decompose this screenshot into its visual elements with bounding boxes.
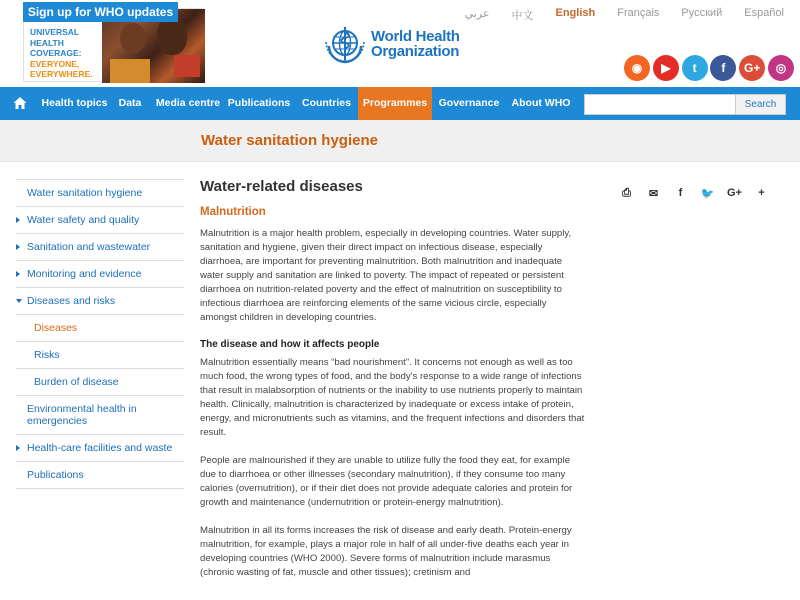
sidebar-item-label: Environmental health in emergencies bbox=[27, 403, 137, 427]
search-button[interactable]: Search bbox=[735, 94, 786, 115]
sidebar-item[interactable] bbox=[16, 462, 184, 489]
language-link[interactable]: Français bbox=[617, 7, 660, 19]
language-link[interactable]: عربي bbox=[464, 8, 490, 20]
nav-countries[interactable]: Countries bbox=[301, 97, 351, 109]
section-title[interactable]: Water sanitation hygiene bbox=[201, 132, 378, 149]
article-subtitle: Malnutrition bbox=[200, 206, 266, 218]
article-paragraph: People are malnourished if they are unable to utilize fully the food they eat, for example due to diarrhoea or other illnesses (secondary malnutrition), if they consume too many calories (overnutrition), or if their diet does not provide adequate calories and protein for growth and maintenance (undernutrition or protein-energy malnutrition). bbox=[200, 455, 573, 508]
nav-data[interactable]: Data bbox=[118, 97, 142, 109]
sidebar-item[interactable] bbox=[16, 234, 184, 261]
sidebar-item[interactable] bbox=[16, 435, 184, 462]
facebook-icon[interactable]: f bbox=[678, 187, 683, 199]
nav-publications[interactable]: Publications bbox=[227, 97, 291, 109]
facebook-icon[interactable]: f bbox=[710, 55, 736, 81]
article-paragraph: Malnutrition in all its forms increases the risk of disease and early death. Protein-energy malnutrition, for example, plays a major role in half of all under-five deaths each year in developing countries (WHO 2000). Severe forms of malnutrition include marasmus (chronic wasting of fat, muscle and other tissues); cretinism and bbox=[200, 525, 572, 578]
banner-line: HEALTH bbox=[30, 37, 64, 48]
twitter-icon[interactable]: 🐦 bbox=[700, 188, 715, 200]
nav-programmes[interactable]: Programmes bbox=[358, 87, 432, 120]
sidebar-item[interactable] bbox=[16, 396, 184, 435]
page-title: Water-related diseases bbox=[200, 178, 363, 195]
twitter-icon[interactable]: t bbox=[682, 55, 708, 81]
more-icon[interactable]: + bbox=[758, 187, 765, 199]
banner-line: EVERYWHERE. bbox=[30, 69, 93, 79]
nav-about-who[interactable]: About WHO bbox=[511, 97, 571, 109]
article-paragraph: Malnutrition is a major health problem, especially in developing countries. Water supply, sanitation and hygiene, given their direct impact on infectious disease, especially diarrhoea, are important for preventing malnutrition. Both malnutrition and inadequate water supply and sanitation are linked to poverty. The impact of repeated or persistent diarrhoea on nutrition-related poverty and the effect of malnutrition on susceptibility to infectious diarrhoea are reinforcing elements of the same vicious circle, especially amongst children in developing countries. bbox=[200, 228, 572, 323]
nav-health-topics[interactable]: Health topics bbox=[41, 97, 108, 109]
sidebar-item-label: Health-care facilities and waste bbox=[27, 442, 173, 454]
sidebar-nav bbox=[16, 179, 184, 489]
caret-right-icon bbox=[16, 244, 20, 250]
sidebar-item[interactable] bbox=[16, 207, 184, 234]
sidebar-item-label: Monitoring and evidence bbox=[27, 268, 142, 280]
email-icon[interactable]: ✉ bbox=[648, 188, 659, 200]
logo-text bbox=[371, 29, 460, 59]
home-icon[interactable] bbox=[12, 95, 28, 111]
sidebar-item[interactable] bbox=[16, 179, 184, 207]
sidebar-item[interactable] bbox=[16, 315, 184, 342]
google-plus-icon[interactable]: G+ bbox=[739, 55, 765, 81]
sidebar-item-label: Water sanitation hygiene bbox=[27, 187, 143, 199]
sidebar-item-label: Publications bbox=[27, 469, 84, 481]
print-icon[interactable]: ⎙ bbox=[622, 187, 631, 199]
sidebar-item[interactable] bbox=[16, 261, 184, 288]
nav-governance[interactable]: Governance bbox=[438, 97, 500, 109]
who-logo[interactable] bbox=[323, 24, 460, 64]
caret-down-icon bbox=[16, 299, 22, 303]
sidebar-item-label: Burden of disease bbox=[34, 376, 119, 388]
caret-right-icon bbox=[16, 217, 20, 223]
article-paragraph: Malnutrition essentially means “bad nourishment”. It concerns not enough as well as too much food, the wrong types of food, and the body's response to a wide range of infections that result in malabsorption of nutrients or the inability to use nutrients properly to maintain health. Clinically, malnutrition is characterized by inadequate or excess intake of protein, energy, and micronutrients such as vitamins, and the frequent infections and disorders that result. bbox=[200, 357, 585, 438]
caret-right-icon bbox=[16, 445, 20, 451]
google-plus-icon[interactable]: G+ bbox=[727, 187, 742, 199]
instagram-icon[interactable]: ◎ bbox=[768, 55, 794, 81]
sidebar-item[interactable] bbox=[16, 342, 184, 369]
search-input[interactable] bbox=[584, 94, 737, 115]
share-toolbar bbox=[613, 187, 775, 200]
youtube-icon[interactable]: ▶ bbox=[653, 55, 679, 81]
social-links bbox=[621, 55, 794, 81]
banner-line: EVERYONE, bbox=[30, 58, 80, 69]
language-link[interactable]: Español bbox=[744, 7, 784, 19]
sidebar-item[interactable] bbox=[16, 369, 184, 396]
banner-line: COVERAGE: bbox=[30, 48, 82, 58]
banner-line: UNIVERSAL bbox=[30, 27, 80, 37]
sidebar-item-label: Risks bbox=[34, 349, 60, 361]
section-band bbox=[0, 120, 800, 162]
sidebar-item-label: Sanitation and wastewater bbox=[27, 241, 151, 253]
rss-icon[interactable]: ◉ bbox=[624, 55, 650, 81]
sidebar-item-label: Diseases and risks bbox=[27, 295, 116, 307]
caret-right-icon bbox=[16, 271, 20, 277]
language-link[interactable]: English bbox=[555, 7, 596, 19]
language-link[interactable]: Русский bbox=[681, 7, 723, 19]
who-emblem-icon bbox=[323, 24, 367, 64]
language-link[interactable]: 中文 bbox=[511, 10, 534, 22]
language-selector bbox=[443, 7, 784, 23]
article-heading: The disease and how it affects people bbox=[200, 339, 380, 350]
logo-line: Organization bbox=[371, 43, 460, 60]
site-header bbox=[0, 0, 800, 87]
sidebar-item[interactable] bbox=[16, 288, 184, 315]
sidebar-item-label: Diseases bbox=[34, 322, 78, 334]
signup-button[interactable]: Sign up for WHO updates bbox=[23, 2, 178, 22]
nav-media-centre[interactable]: Media centre bbox=[155, 97, 221, 109]
article bbox=[200, 178, 586, 594]
logo-line: World Health bbox=[371, 28, 460, 45]
sidebar-item-label: Water safety and quality bbox=[27, 214, 140, 226]
